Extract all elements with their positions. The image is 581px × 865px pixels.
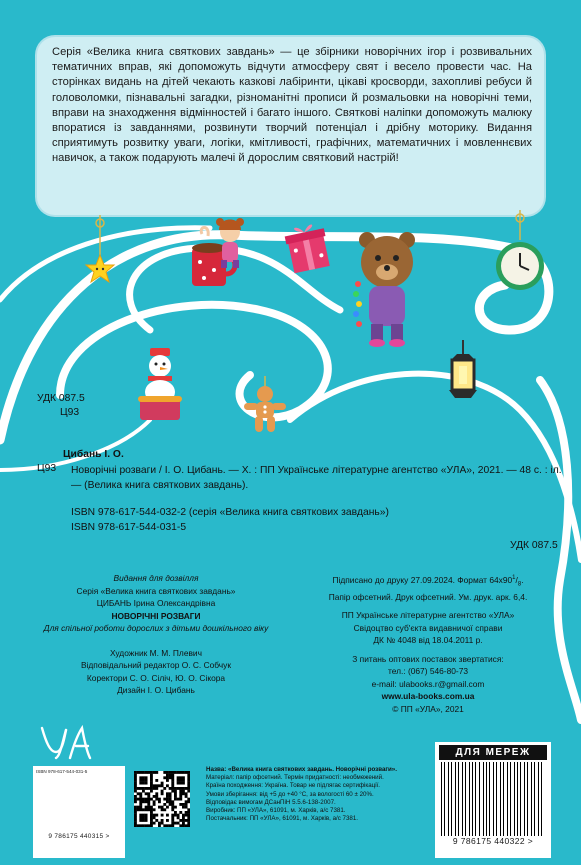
gift-box-icon (282, 218, 334, 278)
phone-number: тел.: (067) 546-80-73 (387, 666, 469, 677)
series-description: Серія «Велика книга святкових завдань» — це збірники новорічних ігор і розвивальних тематичних вправ, які допоможуть відчути атмосферу свят і весело провести час. На сторінках видань на дітей чекають казкові лабіринти, цікаві кросворди, захопливі ребуси й головоломки, пізнавальні загадки, різноманітні прописи й розмальовки на новорічні теми, вправи на знаходження відмінностей і багато іншого. Святкові наліпки допоможуть малюку впоратися із завданнями, розвинути творчий потенціал і дрібну моторику. Видання сприятимуть розвитку уваги, логіки, кмітливості, графічних, математичних і мовленнєвих навичок, а також подарують малечі й дорослим святковий настрій! (52, 46, 532, 165)
ula-logo-icon (36, 722, 94, 762)
imprint-artist: Художник М. М. Плевич (110, 647, 202, 658)
imprint-series: Серія «Велика книга святкових завдань» (76, 585, 236, 596)
publisher-name: ПП Українське літературне агентство «УЛА» (341, 610, 515, 621)
imprint-author: ЦИБАНЬ Ірина Олександрівна (96, 598, 216, 608)
snowman-figure (134, 346, 186, 424)
product-label (206, 766, 422, 858)
elf-girl-figure (214, 216, 246, 270)
gingerbread-man-icon (238, 376, 292, 436)
imprint-editor: Відповідальний редактор О. С. Собчук (80, 660, 232, 670)
barcode-left-number: 9 786175 440315 > (48, 833, 110, 840)
imprint-title: НОВОРІЧНІ РОЗВАГИ (111, 610, 201, 621)
imprint-right (308, 572, 548, 715)
publisher-logo (36, 722, 94, 762)
print-paper: Папір офсетний. Друк офсетний. Ум. друк. арк. 6,4. (328, 591, 528, 602)
label-storage: Умови зберігання: від +5 до +40 °С, за вологості 60 ± 20%. (206, 790, 374, 798)
publisher-certificate: Свідоцтво суб'єкта видавничої справи (353, 622, 503, 633)
imprint-audience: Для спільної роботи дорослих з дітьми дошкільного віку (43, 623, 269, 633)
author-name: Цибань І. О. (63, 449, 124, 460)
imprint-proofreaders: Коректори С. О. Сіліч, Ю. О. Сікора (86, 672, 226, 683)
email-address: e-mail: ulabooks.r@gmail.com (371, 678, 485, 689)
isbn-book: ISBN 978-617-544-031-5 (71, 522, 187, 533)
website-link[interactable]: www.ula-books.com.ua (381, 691, 475, 702)
barcode-left (33, 766, 125, 858)
imprint-category: Видання для дозвілля (113, 573, 199, 583)
label-supplier: Постачальник: ПП «УЛА», 61091, м. Харків, а/с 7381. (206, 815, 359, 823)
label-title: Назва: «Велика книга святкових завдань. Новорічні розваги». (206, 766, 397, 773)
barcode-bars (37, 775, 121, 833)
udk-code-right: УДК 087.5 (510, 540, 558, 551)
wholesale-contact: З питань оптових поставок звертатися: (352, 653, 504, 664)
copyright: © ПП «УЛА», 2021 (392, 703, 464, 714)
label-material: Матеріал: папір офсетний. Термін придатності: необмежений. (206, 774, 384, 782)
barcode-bars (441, 762, 545, 836)
udk-code: УДК 087.5 (37, 393, 85, 404)
isbn-small-text: ISBN 978-617-544-031-5 (36, 769, 88, 774)
imprint-design: Дизайн І. О. Цибань (117, 685, 195, 695)
qr-code[interactable] (134, 771, 190, 827)
label-origin: Країна походження: Україна. Товар не підлягає сертифікації. (206, 782, 381, 790)
author-sign: Ц93 (60, 407, 80, 418)
label-manufacturer: Виробник: ПП «УЛА», 61091, м. Харків, а/с 7381. (206, 807, 346, 815)
lantern-icon (443, 340, 483, 410)
hanging-clock-icon (492, 210, 548, 296)
imprint-left (31, 572, 281, 697)
isbn-series: ISBN 978-617-544-032-2 (серія «Велика книга святкових завдань») (71, 507, 389, 518)
print-format: Підписано до друку 27.09.2024. Формат $64х90^1/_8$. (332, 574, 524, 588)
barcode-right-number: 9 786175 440322 > (452, 836, 534, 846)
hanging-star-ornament (80, 215, 120, 290)
publisher-certificate-number: ДК № 4048 від 18.04.2011 р. (373, 635, 483, 646)
bibliographic-entry: Новорічні розваги / І. О. Цибань. — Х. : ПП Українське літературне агентство «УЛА», 2021. — 48 с. : іл. — (Велика книга святкових завдань). (71, 465, 562, 491)
barcode-right-title: ДЛЯ МЕРЕЖ (439, 745, 547, 760)
barcode-right (435, 742, 551, 858)
label-standard: Відповідає вимогам ДСанПіН 5.5.6-138-2007. (206, 798, 336, 806)
catalog-code: Ц93 (37, 463, 57, 474)
garland-lights (350, 278, 366, 338)
